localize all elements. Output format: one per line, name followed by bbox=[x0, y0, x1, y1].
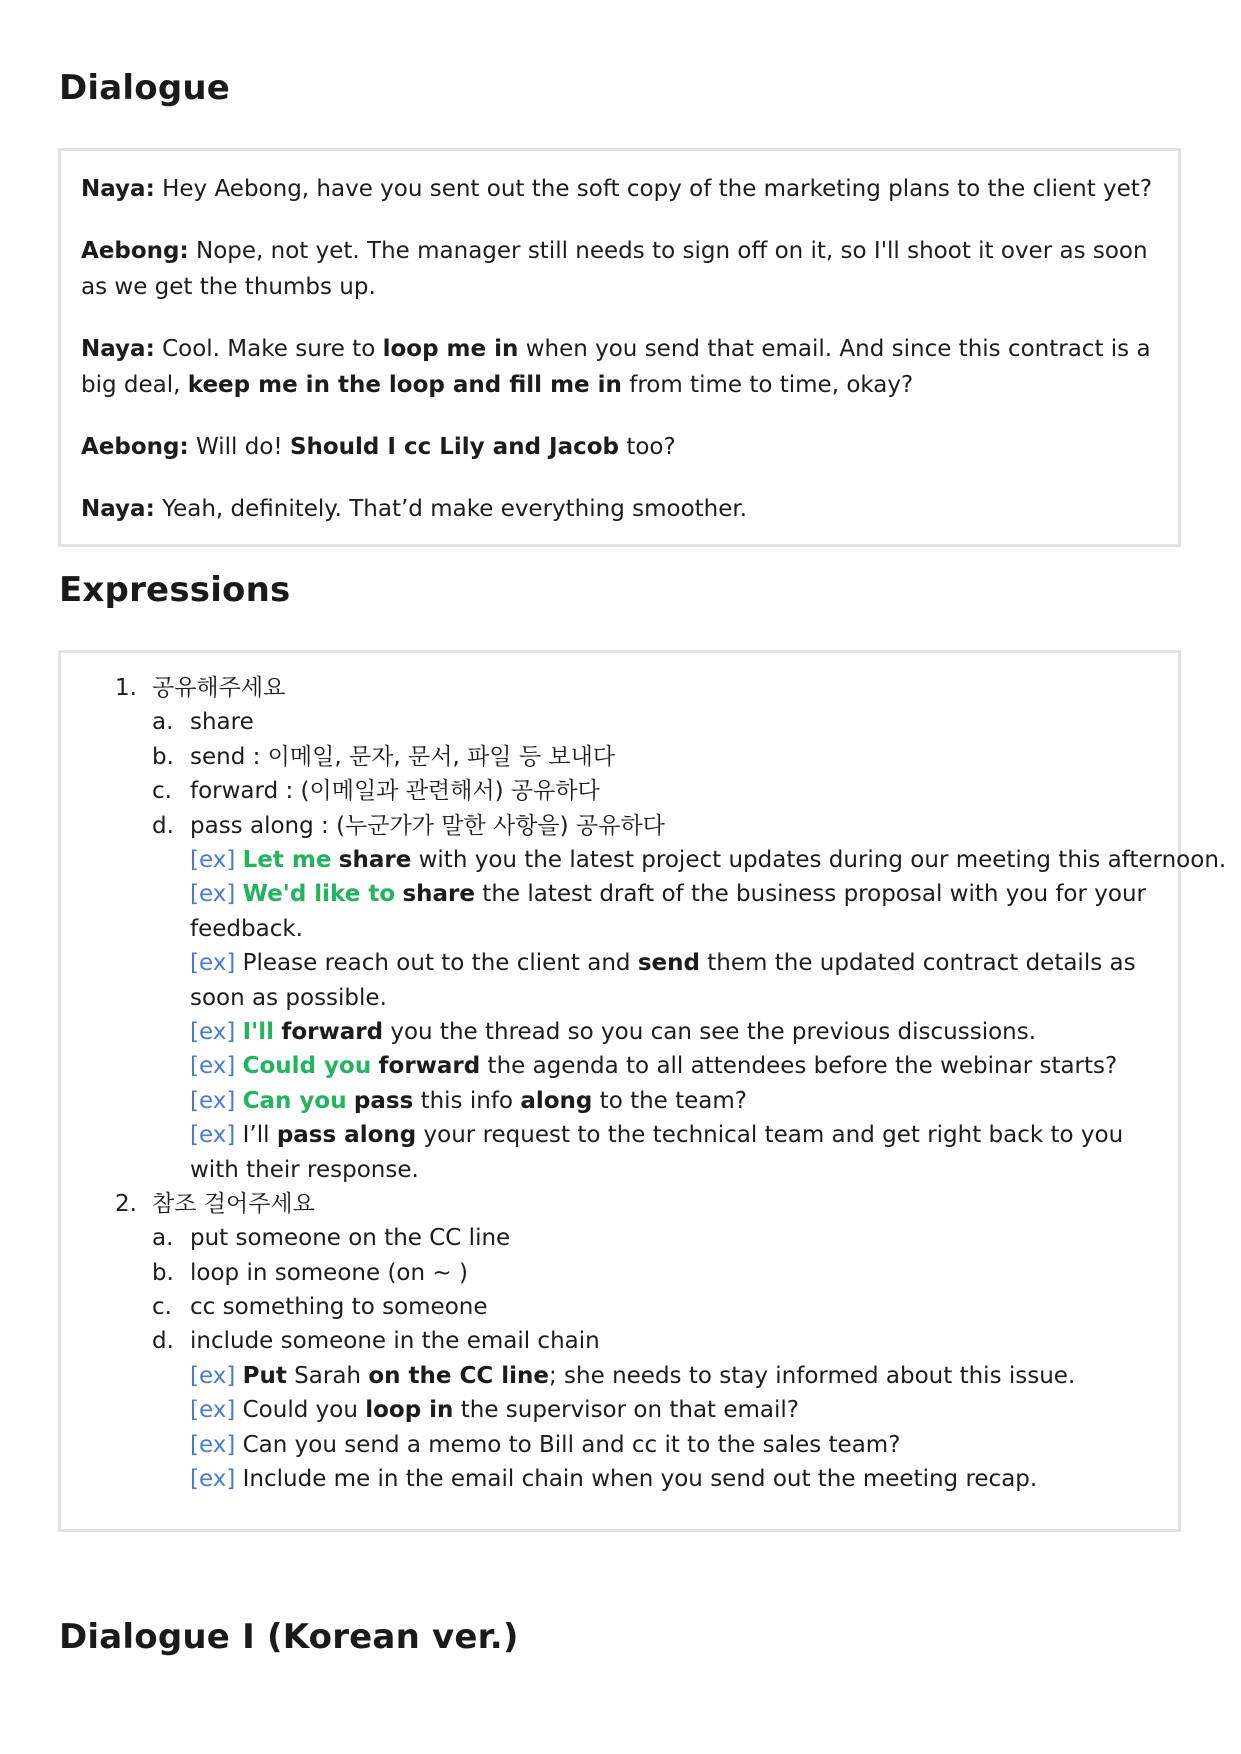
highlight-phrase: Let me bbox=[242, 846, 332, 873]
example-sentence bbox=[81, 1462, 1158, 1496]
text-run bbox=[347, 1088, 354, 1114]
dialogue-korean-heading: Dialogue I (Korean ver.) bbox=[59, 1617, 519, 1657]
bold-phrase: keep me in the loop and fill me in bbox=[187, 372, 622, 398]
dialogue-box bbox=[58, 148, 1181, 547]
example-tag: [ex] bbox=[190, 1397, 236, 1424]
list-number: 2. bbox=[115, 1190, 137, 1217]
expression-text: cc something to someone bbox=[190, 1294, 488, 1321]
expression-text: include someone in the email chain bbox=[190, 1328, 600, 1355]
expressions-box bbox=[58, 650, 1227, 1532]
text-run: Nope, not yet. The manager still needs to sign off on it, so I'll shoot it over as soon as we get the thumbs up. bbox=[81, 238, 1148, 300]
text-run: this info bbox=[413, 1087, 521, 1114]
bold-phrase: on the CC line bbox=[368, 1362, 549, 1389]
expression-text: loop in someone (on ~ ) bbox=[190, 1259, 468, 1286]
example-sentence bbox=[81, 1359, 1158, 1393]
text-run: Can you send a memo to Bill and cc it to the sales team? bbox=[235, 1431, 901, 1458]
example-tag: [ex] bbox=[190, 1087, 236, 1114]
dialogue-line bbox=[81, 331, 1158, 403]
expression-item bbox=[81, 1290, 1158, 1324]
text-run: I’ll bbox=[235, 1122, 277, 1149]
text-run bbox=[371, 1053, 378, 1079]
list-letter: d. bbox=[152, 812, 174, 839]
example-tag: [ex] bbox=[190, 846, 236, 873]
bold-phrase: loop in bbox=[365, 1397, 454, 1424]
text-run bbox=[235, 881, 242, 907]
text-run bbox=[235, 847, 242, 873]
text-run: the latest draft of the business proposal with you for your feedback. bbox=[190, 881, 1146, 942]
text-run: Yeah, definitely. That’d make everything smoother. bbox=[154, 496, 748, 522]
text-run: the supervisor on that email? bbox=[453, 1397, 800, 1424]
highlight-phrase: I'll bbox=[242, 1018, 274, 1045]
example-sentence bbox=[81, 877, 1158, 946]
expression-text: share bbox=[190, 709, 254, 736]
speaker-name: Aebong: bbox=[81, 238, 189, 264]
bold-phrase: pass bbox=[353, 1087, 414, 1114]
expression-text: send : 이메일, 문자, 문서, 파일 등 보내다 bbox=[190, 743, 616, 770]
highlight-phrase: Could you bbox=[242, 1053, 372, 1080]
list-letter: b. bbox=[152, 743, 174, 770]
example-sentence bbox=[81, 1084, 1158, 1118]
example-tag: [ex] bbox=[190, 1431, 236, 1458]
expression-text: forward : (이메일과 관련해서) 공유하다 bbox=[190, 778, 600, 805]
expression-item bbox=[81, 1324, 1158, 1358]
example-sentence bbox=[81, 1015, 1158, 1049]
text-run: them the updated contract details as soon as possible. bbox=[190, 950, 1136, 1011]
expression-item bbox=[81, 1221, 1158, 1255]
example-tag: [ex] bbox=[190, 1466, 236, 1493]
text-run bbox=[235, 1363, 242, 1389]
example-tag: [ex] bbox=[190, 1362, 236, 1389]
highlight-phrase: We'd like to bbox=[242, 881, 396, 908]
example-sentence bbox=[81, 843, 1227, 877]
dialogue-line bbox=[81, 491, 1158, 527]
expression-item bbox=[81, 1256, 1158, 1290]
dialogue-line bbox=[81, 233, 1158, 305]
expression-item bbox=[81, 809, 1158, 843]
speaker-name: Naya: bbox=[81, 336, 155, 362]
expression-group-label: 공유해주세요 bbox=[152, 675, 286, 701]
list-letter: d. bbox=[152, 1328, 174, 1355]
text-run: your request to the technical team and get right back to you with their response. bbox=[190, 1122, 1124, 1183]
text-run: Cool. Make sure to bbox=[154, 336, 383, 362]
text-run: you the thread so you can see the previous discussions. bbox=[383, 1018, 1037, 1045]
bold-phrase: share bbox=[402, 881, 475, 908]
speaker-name: Naya: bbox=[81, 176, 155, 202]
example-tag: [ex] bbox=[190, 1122, 236, 1149]
text-run bbox=[235, 1019, 242, 1045]
bold-phrase: pass along bbox=[276, 1122, 417, 1149]
expressions-heading: Expressions bbox=[59, 570, 291, 610]
example-sentence bbox=[81, 1049, 1158, 1083]
list-number: 1. bbox=[115, 675, 137, 701]
list-letter: a. bbox=[152, 1225, 174, 1252]
list-letter: c. bbox=[152, 778, 172, 805]
speaker-name: Aebong: bbox=[81, 434, 189, 460]
bold-phrase: Should I cc Lily and Jacob bbox=[289, 434, 620, 460]
expression-item bbox=[81, 705, 1158, 739]
text-run bbox=[235, 1053, 242, 1079]
text-run: from time to time, okay? bbox=[621, 372, 914, 398]
text-run: to the team? bbox=[592, 1087, 748, 1114]
text-run: the agenda to all attendees before the webinar starts? bbox=[480, 1053, 1118, 1080]
example-tag: [ex] bbox=[190, 1053, 236, 1080]
bold-phrase: loop me in bbox=[382, 336, 519, 362]
text-run bbox=[235, 1088, 242, 1114]
text-run: ; she needs to stay informed about this issue. bbox=[548, 1362, 1076, 1389]
text-run bbox=[331, 847, 338, 873]
dialogue-line bbox=[81, 171, 1158, 207]
text-run: Could you bbox=[235, 1397, 366, 1424]
expression-item bbox=[81, 774, 1158, 808]
example-sentence bbox=[81, 946, 1158, 1015]
dialogue-line bbox=[81, 429, 1158, 465]
text-run: Will do! bbox=[188, 434, 290, 460]
example-tag: [ex] bbox=[190, 1018, 236, 1045]
expression-text: pass along : (누군가가 말한 사항을) 공유하다 bbox=[190, 812, 665, 839]
example-tag: [ex] bbox=[190, 881, 236, 908]
expression-group bbox=[81, 1187, 1158, 1221]
text-run: Sarah bbox=[286, 1362, 369, 1389]
bold-phrase: forward bbox=[281, 1018, 384, 1045]
expression-group bbox=[81, 671, 1158, 705]
bold-phrase: forward bbox=[378, 1053, 481, 1080]
text-run: Hey Aebong, have you sent out the soft copy of the marketing plans to the client yet? bbox=[154, 176, 1153, 202]
text-run: too? bbox=[619, 434, 676, 460]
highlight-phrase: Can you bbox=[242, 1087, 347, 1114]
example-sentence bbox=[81, 1118, 1158, 1187]
list-letter: c. bbox=[152, 1294, 172, 1321]
list-letter: b. bbox=[152, 1259, 174, 1286]
text-run: when you send that email. And since this contract is a big deal, bbox=[81, 336, 1151, 398]
bold-phrase: share bbox=[338, 846, 412, 873]
list-letter: a. bbox=[152, 709, 174, 736]
dialogue-heading: Dialogue bbox=[59, 68, 231, 108]
expression-group-label: 참조 걸어주세요 bbox=[152, 1190, 315, 1217]
example-sentence bbox=[81, 1393, 1158, 1427]
text-run: Please reach out to the client and bbox=[235, 950, 638, 977]
speaker-name: Naya: bbox=[81, 496, 155, 522]
expression-item bbox=[81, 740, 1158, 774]
bold-phrase: Put bbox=[242, 1362, 287, 1389]
text-run: Include me in the email chain when you send out the meeting recap. bbox=[235, 1466, 1038, 1493]
text-run: with you the latest project updates during our meeting this afternoon. bbox=[411, 846, 1227, 873]
expression-text: put someone on the CC line bbox=[190, 1225, 511, 1252]
bold-phrase: send bbox=[637, 950, 700, 977]
example-tag: [ex] bbox=[190, 950, 236, 977]
bold-phrase: along bbox=[520, 1087, 593, 1114]
example-sentence bbox=[81, 1428, 1158, 1462]
